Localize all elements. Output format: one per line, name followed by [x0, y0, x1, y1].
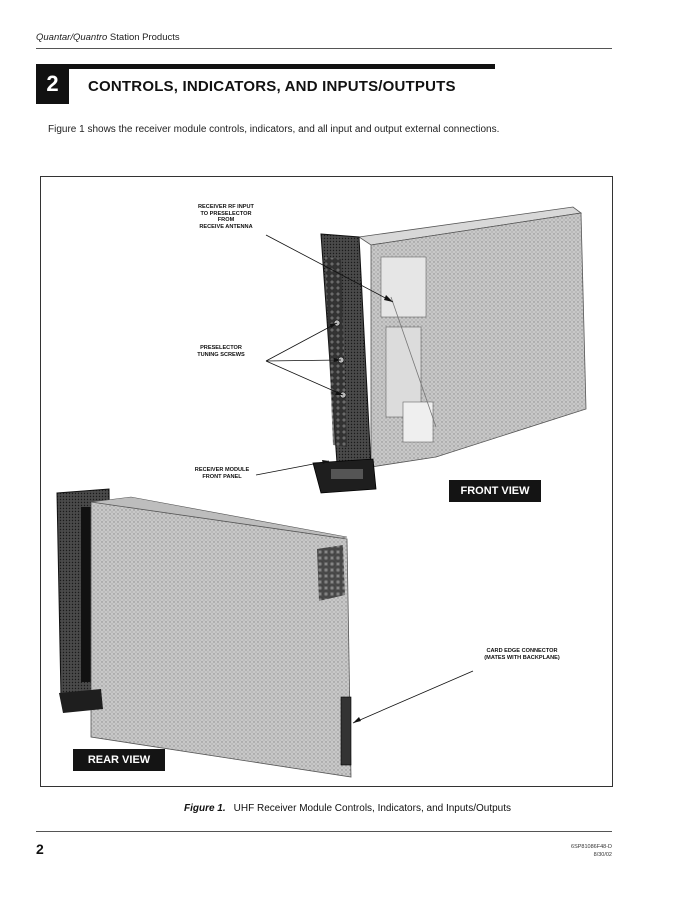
- figure-caption-text: UHF Receiver Module Controls, Indicators, and Inputs/Outputs: [233, 803, 512, 814]
- rear-view-badge: REAR VIEW: [73, 749, 165, 771]
- callout-tuning-line-2: TUNING SCREWS: [197, 351, 245, 358]
- footer-rule: [36, 831, 612, 832]
- callout-rf-line-3: FROM: [217, 217, 235, 223]
- section-title: CONTROLS, INDICATORS, AND INPUTS/OUTPUTS: [88, 78, 456, 95]
- header-product-italic: Quantar/Quantro: [36, 32, 108, 43]
- callout-panel-line-2: FRONT PANEL: [202, 473, 242, 480]
- front-view-badge: FRONT VIEW: [449, 480, 541, 502]
- section-number: 2: [36, 64, 69, 104]
- callout-front-panel: [182, 467, 262, 480]
- callout-rf-line-1: RECEIVER RF INPUT: [198, 204, 254, 210]
- document-id: [571, 843, 612, 859]
- callout-tuning-line-1: PRESELECTOR: [200, 345, 242, 351]
- rear-view-module: [57, 489, 351, 777]
- page-number: 2: [36, 841, 44, 857]
- callout-card-edge: [462, 648, 582, 661]
- callout-card-line-1: CARD EDGE CONNECTOR: [486, 648, 558, 654]
- section-bar: [36, 64, 495, 69]
- header-rule: [36, 48, 612, 49]
- callout-rf-line-4: RECEIVE ANTENNA: [199, 223, 253, 230]
- figure-caption-number: Figure 1.: [183, 803, 226, 814]
- callout-rf-line-2: TO PRESELECTOR: [200, 210, 252, 217]
- callout-tuning-screws: [186, 345, 256, 358]
- front-view-module: [313, 207, 586, 493]
- callout-rf-input: [186, 204, 266, 230]
- document-date: 8/30/02: [593, 852, 612, 858]
- callout-card-line-2: (MATES WITH BACKPLANE): [484, 654, 560, 661]
- running-header: [36, 32, 180, 43]
- document-code: 6SP81086F48-D: [571, 844, 612, 850]
- figure-caption: [0, 803, 695, 814]
- intro-paragraph: Figure 1 shows the receiver module controls, indicators, and all input and output external connections.: [48, 124, 500, 135]
- header-product-rest: Station Products: [107, 32, 180, 43]
- callout-panel-line-1: RECEIVER MODULE: [194, 467, 250, 473]
